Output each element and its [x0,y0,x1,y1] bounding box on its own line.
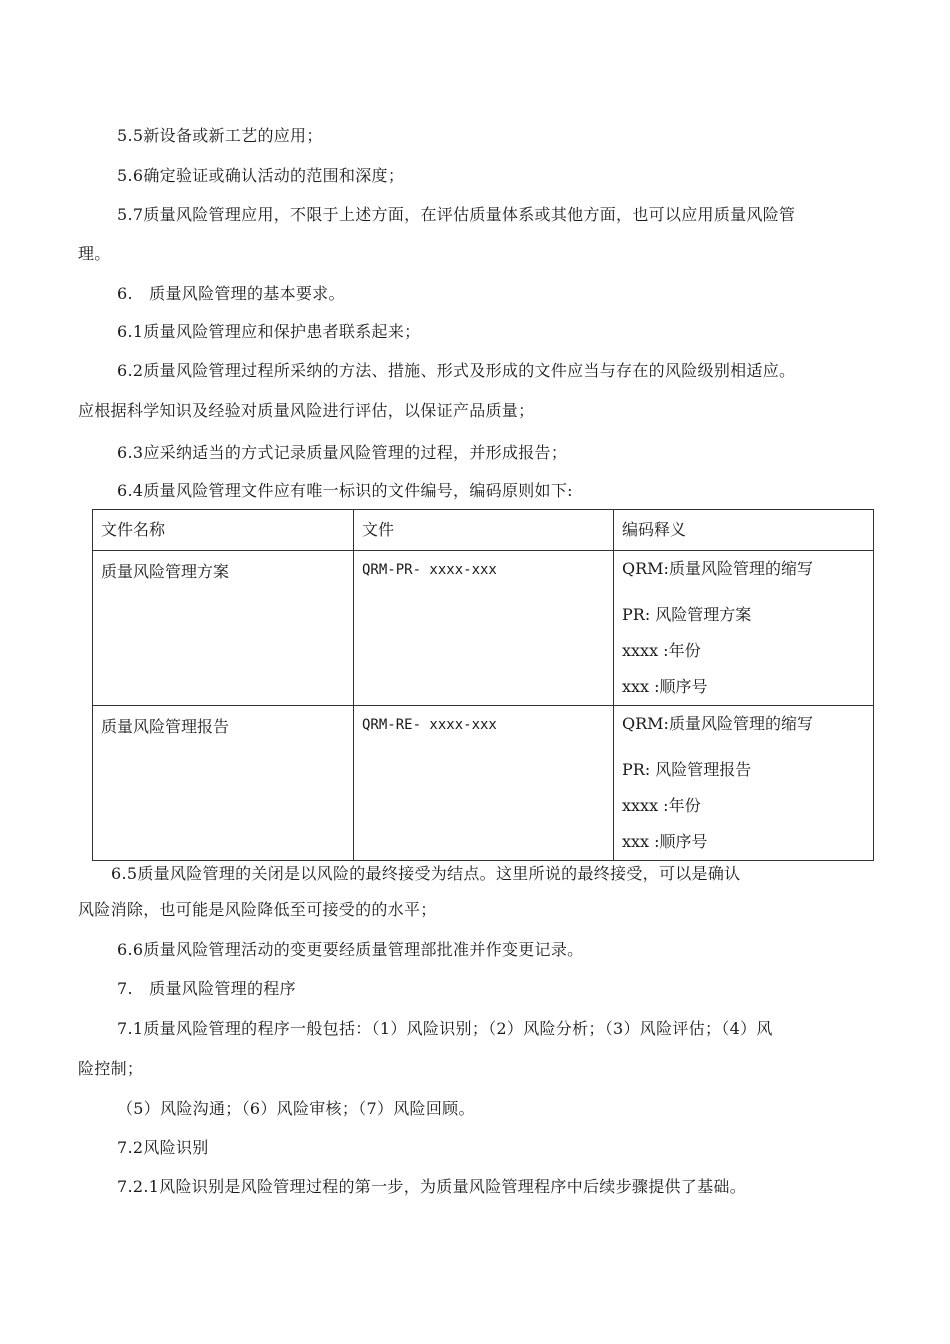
table-cell-name: 质量风险管理方案 [93,551,354,706]
paragraph-6-5-line1: 6.5质量风险管理的关闭是以风险的最终接受为结点。这里所说的最终接受，可以是确认 [111,864,741,883]
table-header-name: 文件名称 [93,510,354,551]
paragraph-6-3: 6.3应采纳适当的方式记录质量风险管理的过程，并形成报告； [117,443,568,462]
table-header-explanation: 编码释义 [614,510,874,551]
table-header-row [93,510,874,551]
paragraph-6-1: 6.1质量风险管理应和保护患者联系起来； [117,322,421,341]
table-cell-name: 质量风险管理报告 [93,706,354,861]
paragraph-5-7-line1: 5.7质量风险管理应用，不限于上述方面，在评估质量体系或其他方面，也可以应用质量风险管 [117,205,796,224]
table-row [93,551,874,706]
table-cell-explanation [614,551,874,706]
paragraph-5-7-line2: 理。 [78,244,111,263]
explanation-line: xxxx :年份 [622,796,701,815]
code-text: QRM-RE- xxxx-xxx [362,717,497,733]
paragraph-5-6: 5.6确定验证或确认活动的范围和深度； [117,166,405,185]
table-cell-code [354,551,614,706]
explanation-line: PR: 风险管理报告 [622,760,752,779]
table-cell-code [354,706,614,861]
paragraph-6-2-line2: 应根据科学知识及经验对质量风险进行评估，以保证产品质量； [78,401,535,420]
section-heading-6: 6. 质量风险管理的基本要求。 [117,284,345,303]
paragraph-6-4: 6.4质量风险管理文件应有唯一标识的文件编号，编码原则如下: [117,481,573,500]
explanation-line: xxxx :年份 [622,641,701,660]
table-cell-explanation [614,706,874,861]
table-header-file: 文件 [354,510,614,551]
paragraph-6-2-line1: 6.2质量风险管理过程所采纳的方法、措施、形式及形成的文件应当与存在的风险级别相适应。 [117,361,796,380]
explanation-line: xxx :顺序号 [622,677,708,696]
code-text: QRM-PR- xxxx-xxx [362,562,497,578]
paragraph-5-5: 5.5新设备或新工艺的应用； [117,126,323,145]
section-heading-7-2: 7.2风险识别 [117,1138,209,1157]
paragraph-6-5-line2: 风险消除，也可能是风险降低至可接受的的水平； [78,900,437,919]
explanation-line: QRM:质量风险管理的缩写 [622,559,813,578]
section-heading-7: 7. 质量风险管理的程序 [117,979,296,998]
paragraph-7-1-line3: （5）风险沟通；（6）风险审核；（7）风险回顾。 [117,1099,475,1118]
paragraph-7-1-line2: 险控制； [78,1059,144,1078]
table-row [93,706,874,861]
document-code-table [92,509,874,861]
explanation-line: xxx :顺序号 [622,832,708,851]
explanation-line: QRM:质量风险管理的缩写 [622,714,813,733]
paragraph-7-2-1: 7.2.1风险识别是风险管理过程的第一步，为质量风险管理程序中后续步骤提供了基础。 [117,1177,747,1196]
paragraph-6-6: 6.6质量风险管理活动的变更要经质量管理部批准并作变更记录。 [117,940,584,959]
explanation-line: PR: 风险管理方案 [622,605,752,624]
paragraph-7-1-line1: 7.1质量风险管理的程序一般包括：（1）风险识别；（2）风险分析；（3）风险评估；（4）风 [117,1019,773,1038]
